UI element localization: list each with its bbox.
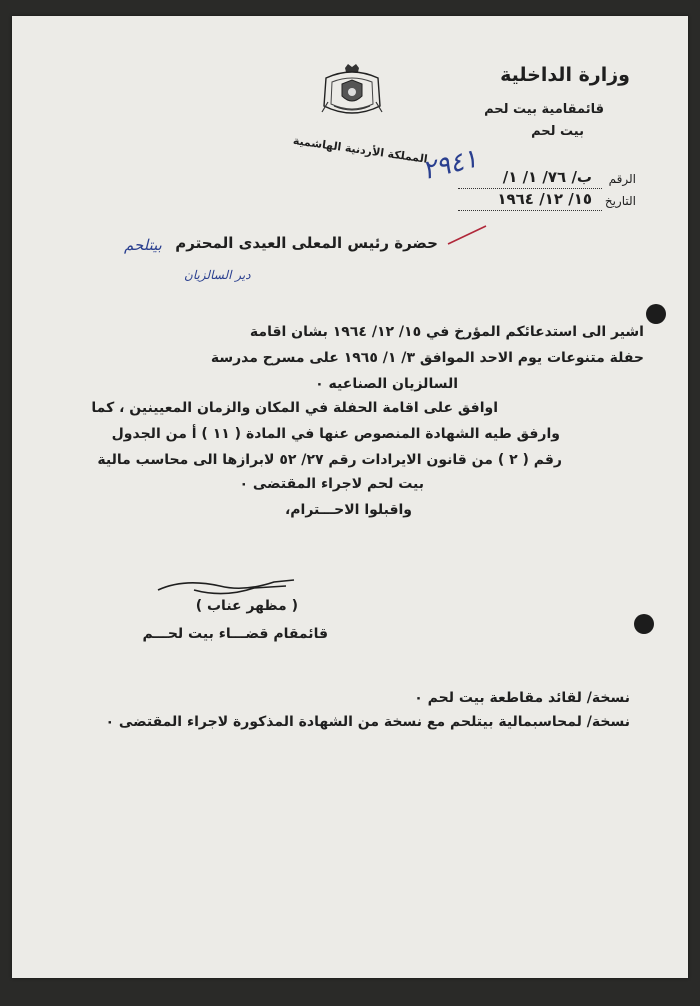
body-line-5: وارفق طيه الشهادة المنصوص عنها في المادة ( ١١ ) أ من الجدول <box>111 426 560 442</box>
ministry-heading: وزارة الداخلية <box>500 64 630 86</box>
handwritten-note-city: بيتلحم <box>124 236 162 254</box>
body-line-1: اشير الى استدعائكم المؤرخ في ١٥/ ١٢/ ١٩٦٤ بشان اقامة <box>249 324 644 340</box>
handwritten-reference-number: ٢٩٤١ <box>419 143 481 187</box>
district-office: قائمقامية بيت لحم <box>484 102 604 117</box>
body-line-3: السالزيان الصناعيه ٠ <box>315 376 458 392</box>
copy-line-2: نسخة/ لمحاسبمالية بيتلحم مع نسخة من الشهادة المذكورة لاجراء المقتضى ٠ <box>105 714 630 730</box>
reference-date-value: ١٥/ ١٢/ ١٩٦٤ <box>497 190 592 208</box>
signatory-title: قائمقام قضـــاء بيت لحـــم <box>142 626 328 642</box>
signature-scribble <box>154 576 300 600</box>
copy-line-1: نسخة/ لقائد مقاطعة بيت لحم ٠ <box>414 690 630 706</box>
letter-page <box>12 16 688 978</box>
body-line-6: رقم ( ٢ ) من قانون الايرادات رقم ٢٧/ ٥٢ لابرازها الى محاسب مالية <box>97 452 562 468</box>
closing: واقبلوا الاحـــترام، <box>284 502 412 518</box>
crest-icon <box>312 62 392 142</box>
red-check-mark <box>446 222 488 248</box>
reference-date-dotted-line <box>458 210 602 211</box>
punch-hole-top <box>646 304 666 324</box>
body-line-7: بيت لحم لاجراء المقتضى ٠ <box>239 476 424 492</box>
city-name: بيت لحم <box>531 124 584 139</box>
handwritten-note-salesian: دير السالزيان <box>184 268 251 282</box>
punch-hole-bottom <box>634 614 654 634</box>
signatory-name: ( مظهر عناب ) <box>195 598 298 614</box>
reference-number-label: الرقم <box>608 172 636 186</box>
crest-motto: المملكة الأردنية الهاشمية <box>292 134 429 166</box>
reference-number-value: ب/ ٧٦/ ١/ ١/ <box>502 168 592 186</box>
body-line-2: حفلة متنوعات يوم الاحد الموافق ٣/ ١/ ١٩٦٥ على مسرح مدرسة <box>210 350 644 366</box>
addressee: حضرة رئيس المعلى العيدى المحترم <box>175 234 438 252</box>
reference-date-label: التاريخ <box>604 194 636 208</box>
body-line-4: اوافق على اقامة الحفلة في المكان والزمان المعيينين ، كما <box>91 400 498 416</box>
reference-number-dotted-line <box>458 188 602 189</box>
